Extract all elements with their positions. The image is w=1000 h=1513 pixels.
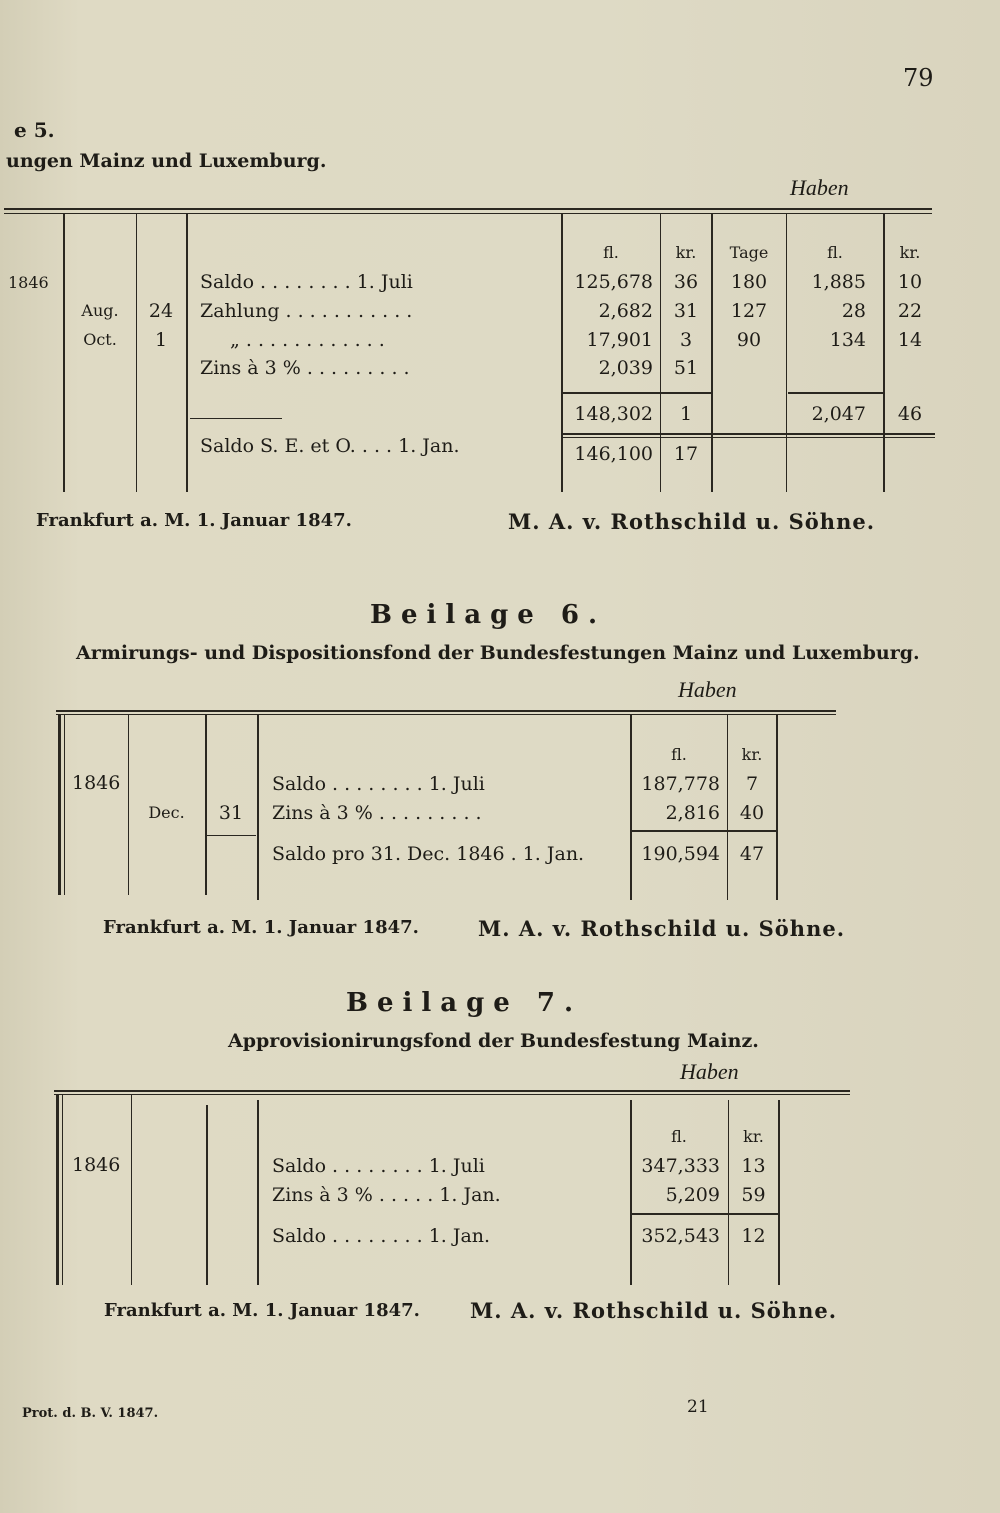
beilage-7-haben: Haben [680, 1059, 739, 1084]
saldo-kr: 17 [673, 443, 699, 465]
saldo-fl: 146,100 [574, 443, 653, 465]
row-day: 1 [154, 329, 168, 351]
row-kr2: 10 [897, 271, 923, 293]
row-fl2: 134 [829, 329, 866, 351]
row-kr: 59 [741, 1184, 766, 1206]
row-kr: 31 [673, 300, 699, 322]
footer-left: Prot. d. B. V. 1847. [22, 1406, 159, 1421]
beilage-6-subtitle: Armirungs- und Dispositionsfond der Bundesfestungen Mainz und Luxemburg. [76, 642, 920, 664]
row-fl: 125,678 [574, 271, 653, 293]
saldo-text: Saldo . . . . . . . . 1. Jan. [272, 1225, 491, 1247]
saldo-kr: 47 [739, 843, 765, 865]
row-kr2: 22 [897, 300, 923, 322]
footer-sign-5: M. A. v. Rothschild u. Söhne. [508, 509, 876, 534]
row-fl: 347,333 [641, 1155, 720, 1177]
page-number: 79 [903, 64, 934, 92]
row-fl: 2,682 [598, 300, 653, 322]
col-kr: kr. [675, 243, 697, 262]
col-kr: kr. [743, 1127, 764, 1146]
row-text: Saldo . . . . . . . . 1. Juli [200, 271, 413, 293]
year: 1846 [72, 772, 121, 794]
year: 1846 [72, 1154, 121, 1176]
beilage-7-subtitle: Approvisionirungsfond der Bundesfestung Mainz. [228, 1030, 759, 1052]
row-text: Saldo . . . . . . . . 1. Juli [272, 773, 485, 795]
total-fl: 148,302 [574, 403, 653, 425]
row-tage: 127 [730, 300, 768, 322]
row-fl: 187,778 [641, 773, 720, 795]
footer-sign-6: M. A. v. Rothschild u. Söhne. [478, 916, 846, 941]
col-kr: kr. [741, 745, 763, 764]
row-month: Dec. [148, 803, 185, 822]
saldo-text: Saldo pro 31. Dec. 1846 . 1. Jan. [272, 843, 585, 865]
row-kr: 3 [679, 329, 693, 351]
beilage-6-haben: Haben [678, 677, 737, 702]
beilage-6-title: Beilage 6. [370, 600, 607, 630]
col-fl: fl. [671, 745, 687, 764]
footer-place-5: Frankfurt a. M. 1. Januar 1847. [36, 510, 352, 531]
row-day: 24 [148, 300, 174, 322]
header-subtitle: ungen Mainz und Luxemburg. [6, 150, 327, 172]
row-month: Aug. [81, 301, 119, 320]
beilage-7-title: Beilage 7. [346, 988, 583, 1018]
row-month: Oct. [83, 330, 117, 349]
saldo-kr: 12 [741, 1225, 766, 1247]
row-kr: 13 [741, 1155, 766, 1177]
row-fl: 2,039 [598, 357, 653, 379]
row-fl: 2,816 [665, 802, 720, 824]
row-kr: 36 [673, 271, 699, 293]
row-kr: 7 [745, 773, 759, 795]
row-text: „ . . . . . . . . . . . . [230, 329, 385, 351]
col-fl: fl. [603, 243, 619, 262]
col-tage: Tage [729, 243, 769, 262]
haben-label: Haben [790, 175, 849, 200]
total-fl2: 2,047 [811, 403, 866, 425]
row-text: Zins à 3 % . . . . . . . . . [200, 357, 410, 379]
row-fl: 17,901 [586, 329, 653, 351]
row-fl2: 1,885 [811, 271, 866, 293]
saldo-fl: 190,594 [641, 843, 720, 865]
row-kr: 51 [673, 357, 699, 379]
col-fl2: fl. [827, 243, 843, 262]
footer-sign-7: M. A. v. Rothschild u. Söhne. [470, 1298, 838, 1323]
row-fl: 5,209 [665, 1184, 720, 1206]
row-text: Zins à 3 % . . . . . . . . . [272, 802, 482, 824]
row-kr: 40 [739, 802, 765, 824]
header-fragment: e 5. [14, 118, 55, 142]
saldo-fl: 352,543 [641, 1225, 720, 1247]
total-kr2: 46 [897, 403, 923, 425]
col-fl: fl. [671, 1127, 687, 1146]
signature-number: 21 [687, 1397, 709, 1417]
col-kr2: kr. [899, 243, 921, 262]
row-text: Zahlung . . . . . . . . . . . [200, 300, 413, 322]
row-day: 31 [218, 802, 244, 824]
row-tage: 90 [736, 329, 762, 351]
year: 1846 [8, 273, 49, 292]
row-text: Saldo . . . . . . . . 1. Juli [272, 1155, 485, 1177]
footer-place-6: Frankfurt a. M. 1. Januar 1847. [103, 917, 419, 938]
total-kr: 1 [679, 403, 693, 425]
saldo-text: Saldo S. E. et O. . . . 1. Jan. [200, 435, 460, 457]
row-text: Zins à 3 % . . . . . 1. Jan. [272, 1184, 501, 1206]
footer-place-7: Frankfurt a. M. 1. Januar 1847. [104, 1300, 420, 1321]
row-kr2: 14 [897, 329, 923, 351]
row-tage: 180 [730, 271, 768, 293]
row-fl2: 28 [841, 300, 866, 322]
